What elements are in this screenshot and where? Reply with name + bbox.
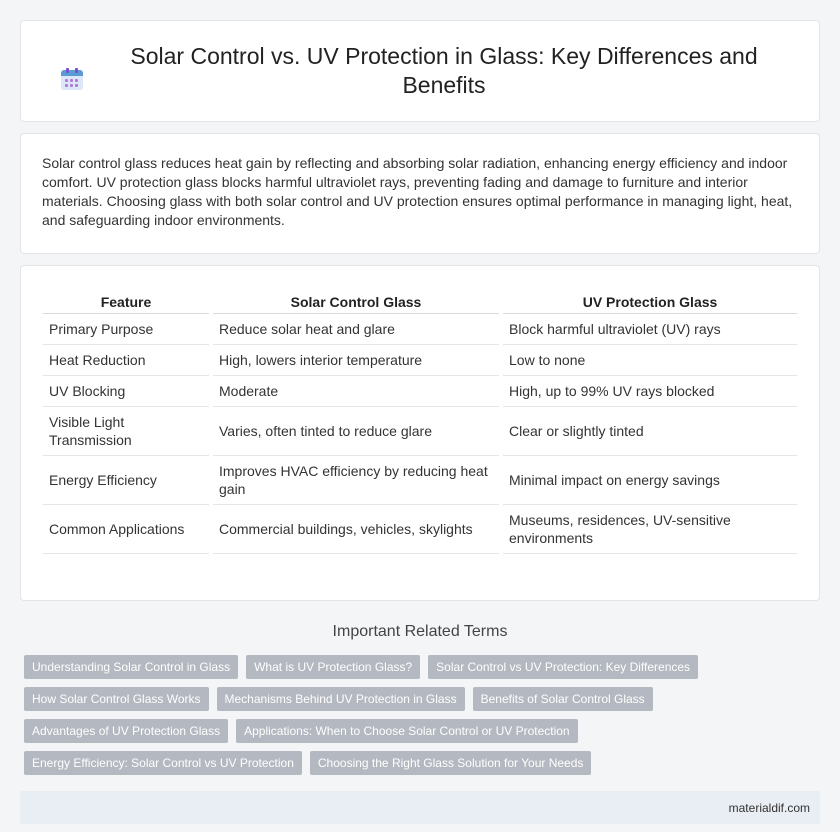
table-row — [43, 376, 797, 407]
related-terms-heading: Important Related Terms — [332, 623, 508, 640]
table-cell: UV Blocking — [43, 376, 209, 407]
table-header-row — [43, 288, 797, 314]
comparison-table-card — [20, 265, 820, 601]
table-cell: Moderate — [213, 376, 499, 407]
table-cell: High, up to 99% UV rays blocked — [503, 376, 797, 407]
table-cell: Clear or slightly tinted — [503, 407, 797, 456]
related-tag[interactable]: Energy Efficiency: Solar Control vs UV Protection — [24, 751, 302, 775]
calendar-icon — [61, 68, 83, 90]
table-cell: Primary Purpose — [43, 314, 209, 345]
table-cell: Improves HVAC efficiency by reducing heat gain — [213, 456, 499, 505]
footer — [20, 791, 820, 824]
related-tag[interactable]: Solar Control vs UV Protection: Key Differences — [428, 655, 698, 679]
related-tag[interactable]: Mechanisms Behind UV Protection in Glass — [217, 687, 465, 711]
table-cell: Minimal impact on energy savings — [503, 456, 797, 505]
related-tag[interactable]: Advantages of UV Protection Glass — [24, 719, 228, 743]
table-cell: Low to none — [503, 345, 797, 376]
intro-text: Solar control glass reduces heat gain by reflecting and absorbing solar radiation, enhancing energy efficiency and indoor comfort. UV protection glass blocks harmful ultraviolet rays, preventing fading and damage to furniture and interior materials. Choosing glass with both solar control and UV protection ensures optimal performance in managing light, heat, and safeguarding indoor environments. — [42, 155, 793, 228]
title-card — [20, 20, 820, 122]
related-tags — [20, 655, 820, 775]
table-cell: Reduce solar heat and glare — [213, 314, 499, 345]
related-terms-section — [20, 623, 820, 775]
header-uv-protection: UV Protection Glass — [503, 288, 797, 314]
table-row — [43, 314, 797, 345]
table-cell: Museums, residences, UV-sensitive environments — [503, 505, 797, 554]
intro-card — [20, 133, 820, 254]
title-wrap — [61, 42, 779, 100]
table-row — [43, 505, 797, 554]
page-title: Solar Control vs. UV Protection in Glass: Key Differences and Benefits — [130, 43, 758, 98]
related-tag[interactable]: How Solar Control Glass Works — [24, 687, 209, 711]
table-cell: Common Applications — [43, 505, 209, 554]
footer-site-link[interactable]: materialdif.com — [728, 800, 810, 815]
header-solar-control: Solar Control Glass — [213, 288, 499, 314]
related-tag[interactable]: What is UV Protection Glass? — [246, 655, 420, 679]
header-feature: Feature — [43, 288, 209, 314]
related-tag[interactable]: Choosing the Right Glass Solution for Your Needs — [310, 751, 592, 775]
table-cell: Energy Efficiency — [43, 456, 209, 505]
table-row — [43, 456, 797, 505]
table-cell: Varies, often tinted to reduce glare — [213, 407, 499, 456]
comparison-table — [39, 288, 801, 554]
related-tag[interactable]: Applications: When to Choose Solar Control or UV Protection — [236, 719, 578, 743]
table-cell: Visible Light Transmission — [43, 407, 209, 456]
table-row — [43, 345, 797, 376]
table-row — [43, 407, 797, 456]
table-cell: High, lowers interior temperature — [213, 345, 499, 376]
related-tag[interactable]: Understanding Solar Control in Glass — [24, 655, 238, 679]
table-cell: Block harmful ultraviolet (UV) rays — [503, 314, 797, 345]
table-cell: Heat Reduction — [43, 345, 209, 376]
table-cell: Commercial buildings, vehicles, skylights — [213, 505, 499, 554]
related-tag[interactable]: Benefits of Solar Control Glass — [473, 687, 653, 711]
